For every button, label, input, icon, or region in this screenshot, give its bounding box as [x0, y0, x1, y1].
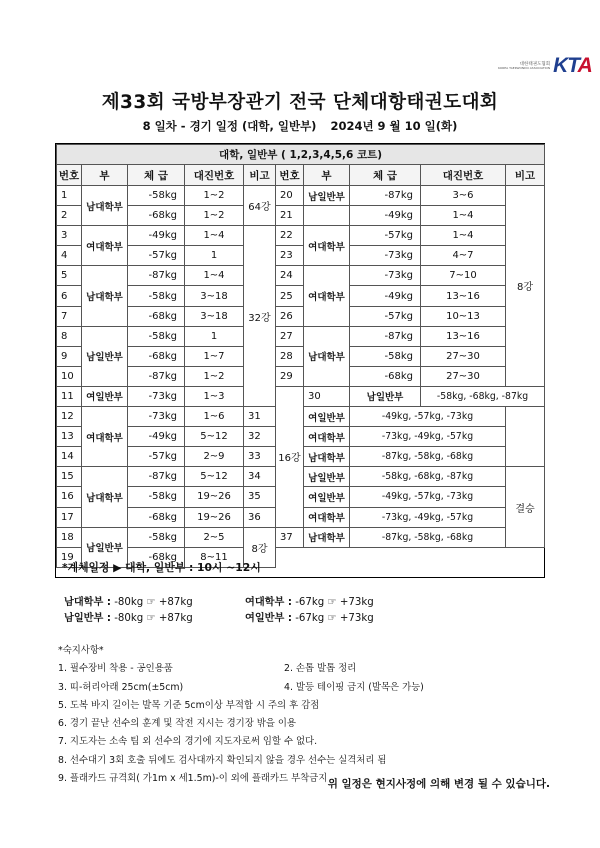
note-item: 9. 플래카드 규격회( 가1m x 세1.5m)-이 외에 플래카드 부착금지	[58, 773, 328, 785]
col-header: 대진번호	[421, 165, 506, 186]
division-cell: 여대학부	[82, 226, 128, 266]
footer-notice: 위 일정은 현지사정에 의해 변경 될 수 있습니다.	[327, 778, 550, 790]
schedule-table	[56, 144, 545, 568]
weigh-in-schedule: *계체일정 ▶ 대학, 일반부 : 10시 ~12시	[62, 561, 261, 574]
table-row: 7 -68kg 3~18 26 -57kg 10~13	[57, 306, 545, 326]
col-header: 번호	[276, 165, 304, 186]
table-row: 1 남대학부 -58kg 1~2 64강 20 남일반부 -87kg 3~6 8강	[57, 186, 545, 206]
round-note: 8강	[244, 527, 276, 567]
page-title: 제33회 국방부장관기 전국 단체대항태권도대회	[101, 92, 499, 113]
notes-section	[58, 642, 424, 788]
table-row: 18 남일반부 -58kg 2~5 8강 37 남대학부 -87kg, -58kg, -68kg	[57, 527, 545, 547]
division-cell: 남대학부	[304, 447, 350, 467]
table-row: 10 -87kg 1~2 29 -68kg 27~30	[57, 366, 545, 386]
col-header: 번호	[57, 165, 82, 186]
col-header: 비고	[244, 165, 276, 186]
col-header: 부	[304, 165, 350, 186]
division-cell: 남대학부	[304, 326, 350, 386]
table-row: 4 -57kg 1 23 -73kg 4~7	[57, 246, 545, 266]
division-cell: 남대학부	[82, 467, 128, 527]
table-row: 2 -68kg 1~2 21 -49kg 1~4	[57, 206, 545, 226]
col-header: 비고	[506, 165, 545, 186]
note-item: 6. 경기 끝난 선수의 훈계 및 작전 지시는 경기장 밖을 이용	[58, 718, 296, 730]
table-row: 14 -57kg 2~9 33 남대학부 -87kg, -58kg, -68kg	[57, 447, 545, 467]
division-cell: 여대학부	[304, 427, 350, 447]
division-cell: 남일반부	[82, 527, 128, 567]
division-cell: 여대학부	[304, 507, 350, 527]
table-row: 17 -68kg 19~26 36 여대학부 -73kg, -49kg, -57kg	[57, 507, 545, 527]
division-cell: 남대학부	[82, 186, 128, 226]
table-row: 11 여일반부 -73kg 1~3 16강 30 남일반부 -58kg, -68kg, -87kg	[57, 386, 545, 406]
division-cell: 남일반부	[82, 326, 128, 386]
table-row: 9 -68kg 1~7 28 -58kg 27~30	[57, 346, 545, 366]
table-caption: 대학, 일반부 ( 1,2,3,4,5,6 코트)	[57, 145, 545, 165]
round-note: 32강	[244, 226, 276, 407]
col-header: 체 급	[128, 165, 185, 186]
table-row: 6 -58kg 3~18 25 -49kg 13~16	[57, 286, 545, 306]
subtitle-day: 8 일차 - 경기 일정 (대학, 일반부)	[142, 119, 317, 133]
table-row: 12 여대학부 -73kg 1~6 31 여일반부 -49kg, -57kg, -73kg	[57, 407, 545, 427]
logo-mark: KTA	[553, 54, 592, 77]
subtitle-date: 2024년 9 월 10 일(화)	[330, 119, 458, 133]
table-row: 3 여대학부 -49kg 1~4 32강 22 여대학부 -57kg 1~4	[57, 226, 545, 246]
table-row: 13 -49kg 5~12 32 여대학부 -73kg, -49kg, -57kg	[57, 427, 545, 447]
division-cell: 여일반부	[304, 407, 350, 427]
table-row: 8 남일반부 -58kg 1 27 남대학부 -87kg 13~16	[57, 326, 545, 346]
round-note: 64강	[244, 186, 276, 226]
weigh-in-row: 남일반부 : -80kg ☞ +87kg	[64, 613, 193, 624]
col-header: 부	[82, 165, 128, 186]
round-note: 8강	[506, 186, 545, 387]
division-cell: 남일반부	[350, 386, 421, 406]
weigh-in-row: 여대학부 : -67kg ☞ +73kg	[245, 597, 374, 608]
division-cell: 여일반부	[82, 386, 128, 406]
notes-heading: *숙지사항*	[58, 645, 104, 656]
note-item: 8. 선수대기 3회 호출 뒤에도 검사대까지 확인되지 않을 경우 선수는 실격처리 됨	[58, 754, 387, 766]
table-row: 16 -58kg 19~26 35 여일반부 -49kg, -57kg, -73kg	[57, 487, 545, 507]
table-row: 15 남대학부 -87kg 5~12 34 남일반부 -58kg, -68kg, -87kg 결승	[57, 467, 545, 487]
note-item: 5. 도복 바지 길이는 발목 기준 5cm이상 부적합 시 주의 후 감점	[58, 699, 320, 711]
note-row: 3. 띠-허리아래 25cm(±5cm) 4. 발등 테이핑 금지 (발목은 가능)	[58, 681, 424, 693]
round-note: 결승	[506, 467, 545, 547]
division-cell: 여대학부	[304, 226, 350, 266]
division-cell: 여일반부	[304, 487, 350, 507]
logo-org-name: 대한태권도협회	[519, 61, 551, 67]
logo-org-name-en: KOREA TAEKWONDO ASSOCIATION	[498, 65, 551, 70]
division-cell: 여대학부	[82, 407, 128, 467]
division-cell: 남대학부	[82, 266, 128, 326]
division-cell: 남대학부	[304, 527, 350, 547]
weigh-in-row: 남대학부 : -80kg ☞ +87kg	[64, 597, 193, 608]
table-header-row	[57, 165, 545, 186]
kta-logo	[498, 54, 592, 78]
page-subtitle	[0, 118, 600, 134]
col-header: 체 급	[350, 165, 421, 186]
note-item: 7. 지도자는 소속 팀 외 선수의 경기에 지도자로써 임할 수 없다.	[58, 736, 318, 748]
table-row: 19 -68kg 8~11	[57, 547, 545, 567]
division-cell: 남일반부	[304, 467, 350, 487]
note-row: 1. 필수장비 착용 - 공인용품 2. 손톱 발톱 정리	[58, 663, 357, 675]
weigh-in-row: 여일반부 : -67kg ☞ +73kg	[245, 613, 374, 624]
division-cell: 남일반부	[304, 186, 350, 206]
round-note: 16강	[276, 386, 304, 527]
table-row: 5 남대학부 -87kg 1~4 24 여대학부 -73kg 7~10	[57, 266, 545, 286]
division-cell: 여대학부	[304, 266, 350, 326]
col-header: 대진번호	[185, 165, 244, 186]
